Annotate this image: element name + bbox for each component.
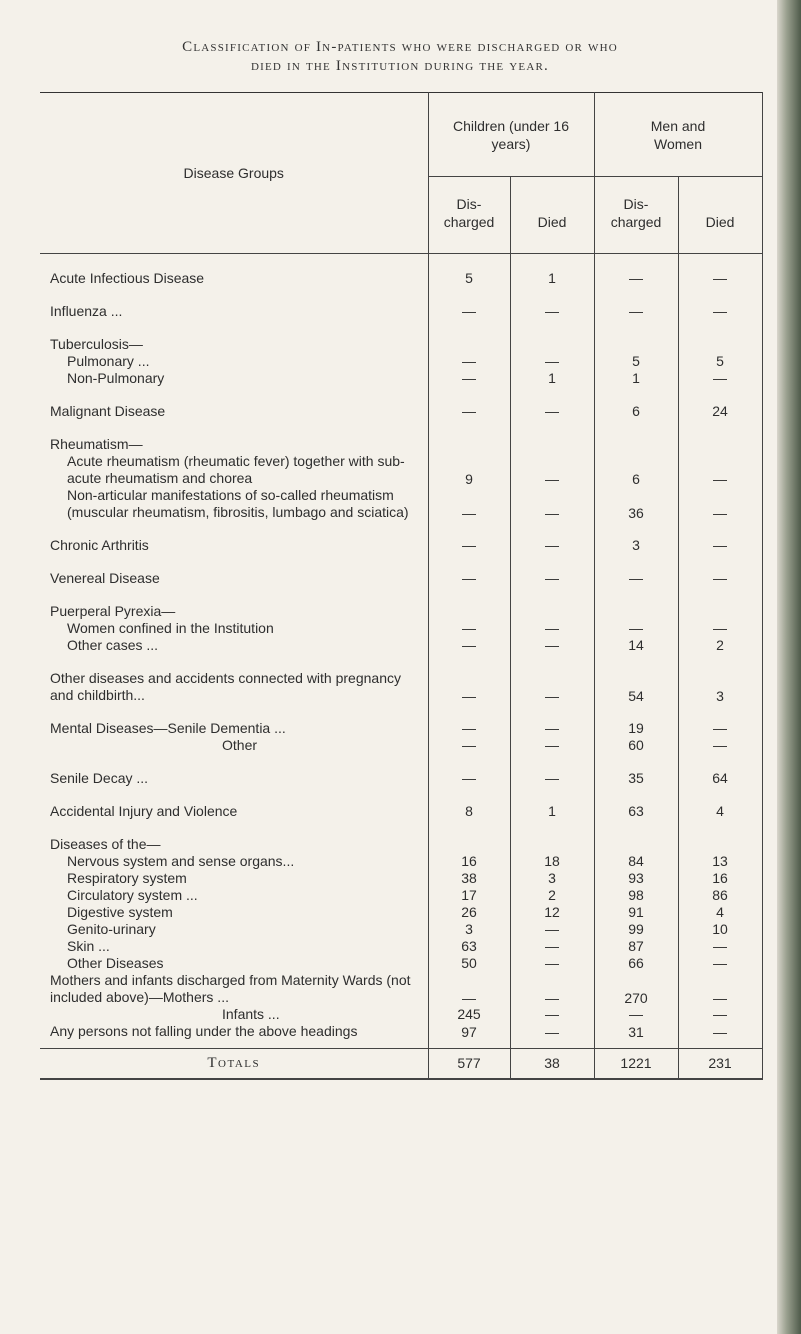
row-label: Nervous system and sense organs... — [40, 853, 428, 870]
row-label: Non-Pulmonary — [40, 370, 428, 387]
totals-label: Totals — [40, 1049, 428, 1080]
cell-children-died: 1 — [510, 370, 594, 387]
table-row — [40, 1006, 762, 1023]
cell-adults-discharged: 35 — [594, 770, 678, 787]
table-row — [40, 921, 762, 938]
cell-children-discharged: — — [428, 620, 510, 637]
cell-adults-discharged: — — [594, 270, 678, 287]
table-row — [40, 720, 762, 737]
cell-children-discharged: 3 — [428, 921, 510, 938]
cell-children-discharged: 97 — [428, 1023, 510, 1049]
cell-adults-died: 64 — [678, 770, 762, 787]
cell-children-died: — — [510, 570, 594, 587]
cell-children-discharged: — — [428, 487, 510, 521]
table-row — [40, 603, 762, 620]
table-row — [40, 637, 762, 654]
cell-adults-died: 3 — [678, 670, 762, 704]
cell-children-discharged: 17 — [428, 887, 510, 904]
cell-children-discharged: 5 — [428, 270, 510, 287]
row-label: Any persons not falling under the above headings — [40, 1023, 428, 1049]
row-label: Influenza ... — [40, 303, 428, 320]
cell-adults-discharged: 6 — [594, 453, 678, 487]
cell-adults-discharged: 5 — [594, 353, 678, 370]
cell-children-discharged: — — [428, 972, 510, 1006]
cell-adults-died: — — [678, 737, 762, 754]
cell-children-died: — — [510, 921, 594, 938]
cell-adults-discharged: 3 — [594, 537, 678, 554]
table-row — [40, 620, 762, 637]
row-label: Senile Decay ... — [40, 770, 428, 787]
cell-children-discharged: — — [428, 637, 510, 654]
totals-row — [40, 1049, 762, 1080]
cell-children-died: — — [510, 453, 594, 487]
row-label: Mothers and infants discharged from Maternity Wards (not included above)—Mothers ... — [40, 972, 428, 1006]
table-row — [40, 453, 762, 487]
row-label: Acute Infectious Disease — [40, 270, 428, 287]
cell-adults-died: — — [678, 1023, 762, 1049]
cell-adults-discharged: — — [594, 303, 678, 320]
cell-children-died: — — [510, 620, 594, 637]
table-row — [40, 336, 762, 353]
row-label: Women confined in the Institution — [40, 620, 428, 637]
row-label: Respiratory system — [40, 870, 428, 887]
table-row — [40, 803, 762, 820]
table-row — [40, 487, 762, 521]
cell-adults-discharged: — — [594, 570, 678, 587]
cell-adults-discharged: 14 — [594, 637, 678, 654]
table-row — [40, 870, 762, 887]
row-label: Accidental Injury and Violence — [40, 803, 428, 820]
cell-children-died: 1 — [510, 270, 594, 287]
cell-adults-died: 2 — [678, 637, 762, 654]
cell-children-died: — — [510, 303, 594, 320]
row-label: Mental Diseases—Senile Dementia ... — [40, 720, 428, 737]
cell-children-discharged: 50 — [428, 955, 510, 972]
cell-children-discharged: 26 — [428, 904, 510, 921]
table-row — [40, 836, 762, 853]
table-row — [40, 570, 762, 587]
cell-adults-discharged: 87 — [594, 938, 678, 955]
cell-adults-died: — — [678, 370, 762, 387]
row-label: Other Diseases — [40, 955, 428, 972]
cell-children-discharged: — — [428, 737, 510, 754]
cell-children-died: 18 — [510, 853, 594, 870]
cell-adults-discharged: 91 — [594, 904, 678, 921]
cell-adults-died: — — [678, 620, 762, 637]
cell-adults-discharged: 63 — [594, 803, 678, 820]
cell-children-discharged: 245 — [428, 1006, 510, 1023]
table-row — [40, 436, 762, 453]
cell-adults-died: 4 — [678, 803, 762, 820]
row-label: Acute rheumatism (rheumatic fever) together with sub-acute rheumatism and chorea — [40, 453, 428, 487]
cell-children-died: 12 — [510, 904, 594, 921]
cell-adults-discharged: 99 — [594, 921, 678, 938]
cell-children-died: 1 — [510, 803, 594, 820]
cell-adults-discharged: — — [594, 1006, 678, 1023]
cell-adults-died: 5 — [678, 353, 762, 370]
cell-adults-died: — — [678, 570, 762, 587]
table-row — [40, 938, 762, 955]
cell-adults-died: 4 — [678, 904, 762, 921]
cell-children-discharged: — — [428, 370, 510, 387]
total-adults-died: 231 — [678, 1049, 762, 1080]
total-children-discharged: 577 — [428, 1049, 510, 1080]
cell-children-discharged: — — [428, 303, 510, 320]
table-row — [40, 955, 762, 972]
cell-children-died: — — [510, 637, 594, 654]
cell-adults-died: 16 — [678, 870, 762, 887]
total-adults-discharged: 1221 — [594, 1049, 678, 1080]
table-row — [40, 737, 762, 754]
classification-table — [40, 92, 763, 1080]
cell-children-discharged: 38 — [428, 870, 510, 887]
table-row — [40, 403, 762, 420]
row-label: Chronic Arthritis — [40, 537, 428, 554]
header-disease-groups: Disease Groups — [40, 93, 428, 254]
cell-children-died: — — [510, 487, 594, 521]
table-row — [40, 904, 762, 921]
total-children-died: 38 — [510, 1049, 594, 1080]
cell-children-died: — — [510, 537, 594, 554]
cell-children-discharged: 16 — [428, 853, 510, 870]
header-adults: Men and Women — [594, 93, 762, 177]
cell-adults-died: — — [678, 938, 762, 955]
row-label: Circulatory system ... — [40, 887, 428, 904]
cell-children-died: — — [510, 770, 594, 787]
cell-adults-died: 24 — [678, 403, 762, 420]
header-children: Children (under 16 years) — [428, 93, 594, 177]
cell-adults-discharged: 60 — [594, 737, 678, 754]
cell-adults-died: — — [678, 537, 762, 554]
table-row — [40, 353, 762, 370]
cell-children-died: — — [510, 972, 594, 1006]
cell-adults-died: — — [678, 955, 762, 972]
table-row — [40, 1023, 762, 1049]
row-label: Puerperal Pyrexia— — [40, 603, 428, 620]
row-label: Other diseases and accidents connected with pregnancy and childbirth... — [40, 670, 428, 704]
cell-adults-discharged: 1 — [594, 370, 678, 387]
cell-adults-died: 86 — [678, 887, 762, 904]
cell-children-discharged: — — [428, 403, 510, 420]
header-adults-died: Died — [678, 176, 762, 253]
table-row — [40, 670, 762, 704]
table-row — [40, 303, 762, 320]
title-line-2: died in the Institution during the year. — [251, 58, 549, 74]
table-title — [40, 38, 760, 76]
table-row — [40, 887, 762, 904]
row-label: Genito-urinary — [40, 921, 428, 938]
row-label: Rheumatism— — [40, 436, 428, 453]
cell-adults-died: — — [678, 487, 762, 521]
row-label: Skin ... — [40, 938, 428, 955]
cell-adults-discharged: 54 — [594, 670, 678, 704]
cell-adults-discharged: 270 — [594, 972, 678, 1006]
cell-children-discharged: — — [428, 537, 510, 554]
title-line-1: Classification of In-patients who were discharged or who — [182, 39, 618, 55]
table-row — [40, 853, 762, 870]
cell-adults-died: 10 — [678, 921, 762, 938]
cell-children-discharged: 9 — [428, 453, 510, 487]
table-row — [40, 972, 762, 1006]
cell-children-discharged: — — [428, 570, 510, 587]
cell-adults-discharged: 66 — [594, 955, 678, 972]
cell-adults-discharged: 36 — [594, 487, 678, 521]
cell-adults-discharged: 93 — [594, 870, 678, 887]
row-label: Digestive system — [40, 904, 428, 921]
cell-children-died: — — [510, 737, 594, 754]
cell-children-died: 3 — [510, 870, 594, 887]
cell-children-died: — — [510, 1023, 594, 1049]
cell-adults-died: — — [678, 1006, 762, 1023]
cell-adults-died: — — [678, 720, 762, 737]
cell-children-died: — — [510, 720, 594, 737]
row-label: Other — [40, 737, 428, 754]
cell-children-died: — — [510, 353, 594, 370]
cell-adults-discharged: — — [594, 620, 678, 637]
cell-children-discharged: — — [428, 770, 510, 787]
cell-children-died: — — [510, 1006, 594, 1023]
cell-adults-discharged: 6 — [594, 403, 678, 420]
cell-children-discharged: — — [428, 353, 510, 370]
page-edge-shadow — [777, 0, 801, 1334]
cell-children-died: — — [510, 670, 594, 704]
row-label: Malignant Disease — [40, 403, 428, 420]
cell-adults-discharged: 19 — [594, 720, 678, 737]
cell-children-discharged: 8 — [428, 803, 510, 820]
cell-children-discharged: — — [428, 720, 510, 737]
table-row — [40, 770, 762, 787]
cell-children-died: 2 — [510, 887, 594, 904]
cell-adults-died: — — [678, 270, 762, 287]
table-row — [40, 370, 762, 387]
row-label: Pulmonary ... — [40, 353, 428, 370]
row-label: Infants ... — [40, 1006, 428, 1023]
cell-children-discharged: 63 — [428, 938, 510, 955]
header-adults-discharged: Dis- charged — [594, 176, 678, 253]
table-row — [40, 537, 762, 554]
cell-children-died: — — [510, 403, 594, 420]
table-row — [40, 270, 762, 287]
cell-adults-discharged: 31 — [594, 1023, 678, 1049]
cell-children-died: — — [510, 955, 594, 972]
cell-adults-died: 13 — [678, 853, 762, 870]
cell-adults-died: — — [678, 303, 762, 320]
cell-adults-discharged: 98 — [594, 887, 678, 904]
header-children-discharged: Dis- charged — [428, 176, 510, 253]
cell-adults-died: — — [678, 972, 762, 1006]
row-label: Diseases of the— — [40, 836, 428, 853]
row-label: Tuberculosis— — [40, 336, 428, 353]
row-label: Other cases ... — [40, 637, 428, 654]
cell-adults-died: — — [678, 453, 762, 487]
row-label: Venereal Disease — [40, 570, 428, 587]
cell-children-died: — — [510, 938, 594, 955]
cell-children-discharged: — — [428, 670, 510, 704]
cell-adults-discharged: 84 — [594, 853, 678, 870]
row-label: Non-articular manifestations of so-called rheumatism (muscular rheumatism, fibrositis, lumbago and sciatica) — [40, 487, 428, 521]
header-children-died: Died — [510, 176, 594, 253]
